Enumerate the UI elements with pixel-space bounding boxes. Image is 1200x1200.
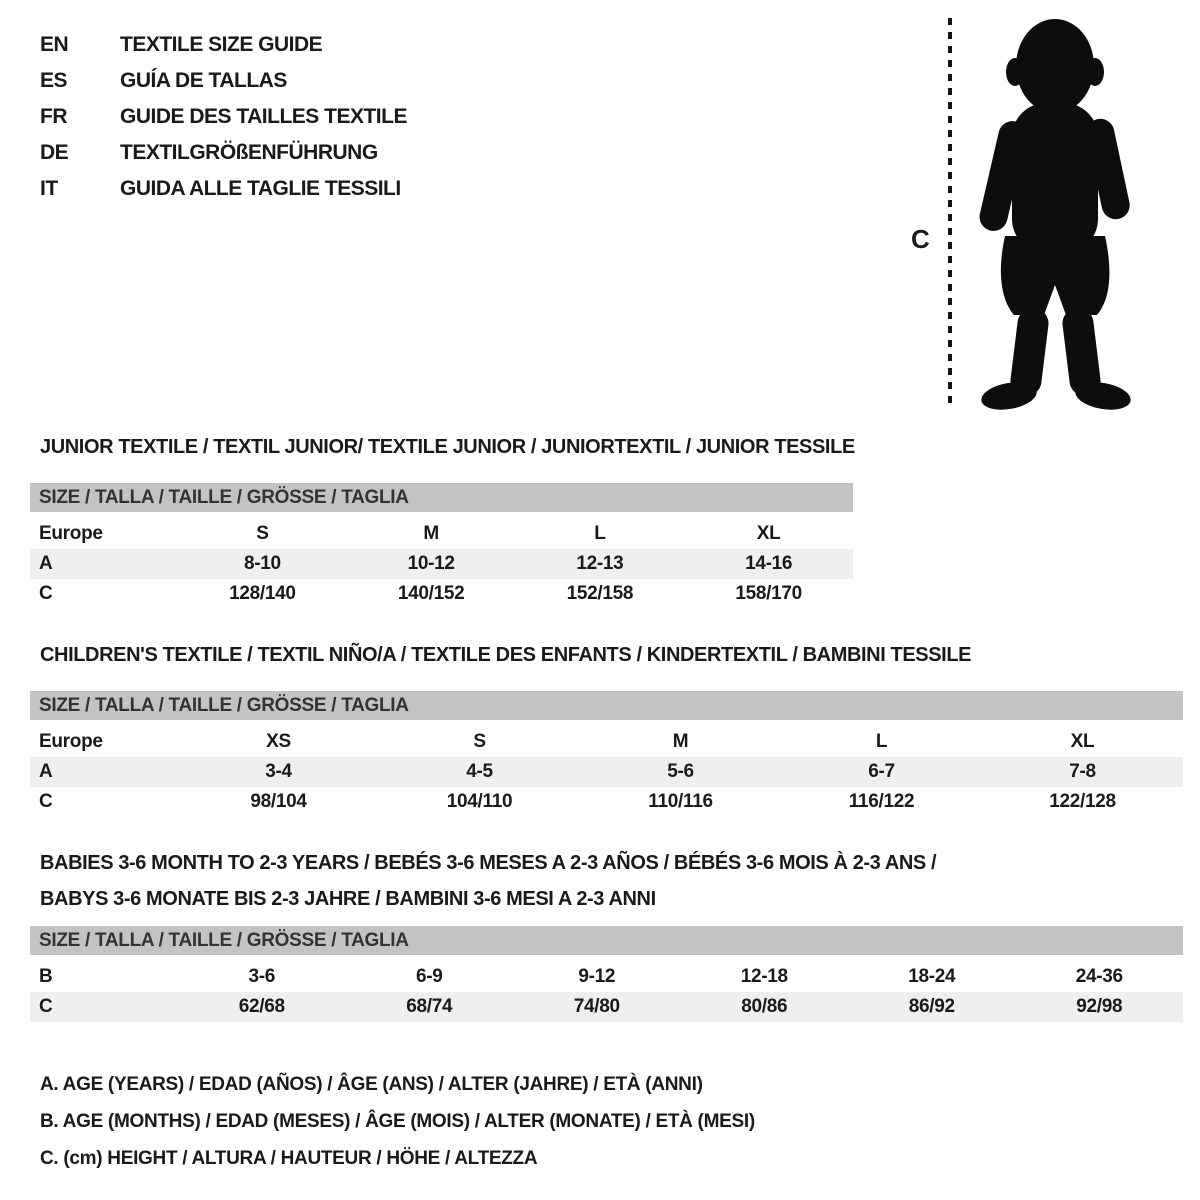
babies-size-table [30,926,1183,1022]
size-table-header: SIZE / TALLA / TAILLE / GRÖSSE / TAGLIA [30,926,1183,955]
size-cell: 98/104 [250,791,307,812]
size-cell: 5-6 [667,761,694,782]
size-cell: S [473,731,486,752]
size-cell: M [672,731,689,752]
lang-code: DE [40,141,69,164]
size-cell: 3-6 [248,966,276,987]
size-cell: 128/140 [229,583,296,604]
junior-table-rows [30,519,853,609]
size-cell: 3-4 [265,761,292,782]
size-cell: 86/92 [908,996,955,1017]
size-cell: 8-10 [243,553,281,574]
children-section-title: CHILDREN'S TEXTILE / TEXTIL NIÑO/A / TEXTILE DES ENFANTS / KINDERTEXTIL / BAMBINI TESSILE [40,644,972,666]
babies-table-rows [30,962,1183,1022]
footnote-c: C. (cm) HEIGHT / ALTURA / HAUTEUR / HÖHE / ALTEZZA [40,1148,538,1169]
footnote-b: B. AGE (MONTHS) / EDAD (MESES) / ÂGE (MOIS) / ALTER (MONATE) / ETÀ (MESI) [40,1111,755,1132]
size-cell: 68/74 [406,996,453,1017]
babies-title-line1: BABIES 3-6 MONTH TO 2-3 YEARS / BEBÉS 3-6 MESES A 2-3 AÑOS / BÉBÉS 3-6 MOIS À 2-3 ANS / [40,852,937,874]
size-cell: L [594,523,606,544]
size-cell: S [256,523,269,544]
size-cell: 24-36 [1075,966,1123,987]
size-cell: 104/110 [446,791,513,812]
size-cell: L [875,731,888,752]
measure-label-c: C [911,224,930,254]
row-label: C [39,583,53,604]
table-row [30,727,1183,757]
size-cell: 14-16 [745,553,793,574]
row-label: A [39,761,53,782]
size-cell: 122/128 [1049,791,1116,812]
table-row [30,992,1183,1022]
junior-section-title: JUNIOR TEXTILE / TEXTIL JUNIOR/ TEXTILE JUNIOR / JUNIORTEXTIL / JUNIOR TESSILE [40,436,855,458]
size-cell: 92/98 [1076,996,1123,1017]
table-row [30,757,1183,787]
row-label: B [39,966,53,987]
table-row [30,962,1183,992]
row-label: C [39,791,53,812]
table-row [30,519,853,549]
lang-row-fr [40,99,407,135]
row-label: A [39,553,53,574]
row-label: Europe [39,731,103,752]
size-cell: 80/86 [741,996,788,1017]
size-cell: 7-8 [1069,761,1096,782]
size-cell: 18-24 [908,966,956,987]
size-cell: 152/158 [566,583,634,604]
height-figure [905,8,1155,420]
size-cell: 4-5 [466,761,493,782]
size-table-header: SIZE / TALLA / TAILLE / GRÖSSE / TAGLIA [30,691,1183,720]
size-table-header: SIZE / TALLA / TAILLE / GRÖSSE / TAGLIA [30,483,853,512]
table-row [30,787,1183,817]
guide-title: GUIDA ALLE TAGLIE TESSILI [120,177,401,200]
size-cell: 74/80 [573,996,620,1017]
size-cell: 6-7 [868,761,895,782]
lang-row-en [40,27,407,63]
lang-code: ES [40,69,68,92]
height-figure-svg [905,8,1155,420]
size-cell: 12-18 [740,966,788,987]
size-cell: XL [1070,731,1095,752]
size-cell: M [423,523,439,544]
row-label: C [39,996,53,1017]
footnote-a: A. AGE (YEARS) / EDAD (AÑOS) / ÂGE (ANS) / ALTER (JAHRE) / ETÀ (ANNI) [40,1074,703,1095]
size-cell: 62/68 [238,996,285,1017]
language-title-block [40,27,407,207]
children-table-rows [30,727,1183,817]
size-cell: XS [266,731,291,752]
size-cell: 9-12 [578,966,616,987]
size-cell: XL [756,523,781,544]
row-label: Europe [39,523,103,544]
size-cell: 10-12 [407,553,455,574]
lang-code: IT [40,177,58,200]
footnotes [40,1066,755,1177]
lang-code: FR [40,105,67,128]
lang-row-it [40,171,407,207]
guide-title: GUÍA DE TALLAS [120,69,287,92]
lang-row-es [40,63,407,99]
table-row [30,549,853,579]
size-cell: 12-13 [576,553,624,574]
guide-title: GUIDE DES TAILLES TEXTILE [120,105,407,128]
babies-title-line2: BABYS 3-6 MONATE BIS 2-3 JAHRE / BAMBINI 3-6 MESI A 2-3 ANNI [40,888,656,910]
lang-code: EN [40,33,69,56]
size-cell: 6-9 [415,966,443,987]
guide-title: TEXTILGRÖßENFÜHRUNG [120,141,378,164]
size-cell: 140/152 [397,583,465,604]
babies-section-title [40,845,936,917]
toddler-silhouette [977,19,1133,414]
size-cell: 110/116 [648,791,713,812]
junior-size-table [30,483,853,609]
lang-row-de [40,135,407,171]
children-size-table [30,691,1183,817]
table-row [30,579,853,609]
size-cell: 116/122 [848,791,915,812]
size-cell: 158/170 [735,583,802,604]
guide-title: TEXTILE SIZE GUIDE [120,33,323,56]
